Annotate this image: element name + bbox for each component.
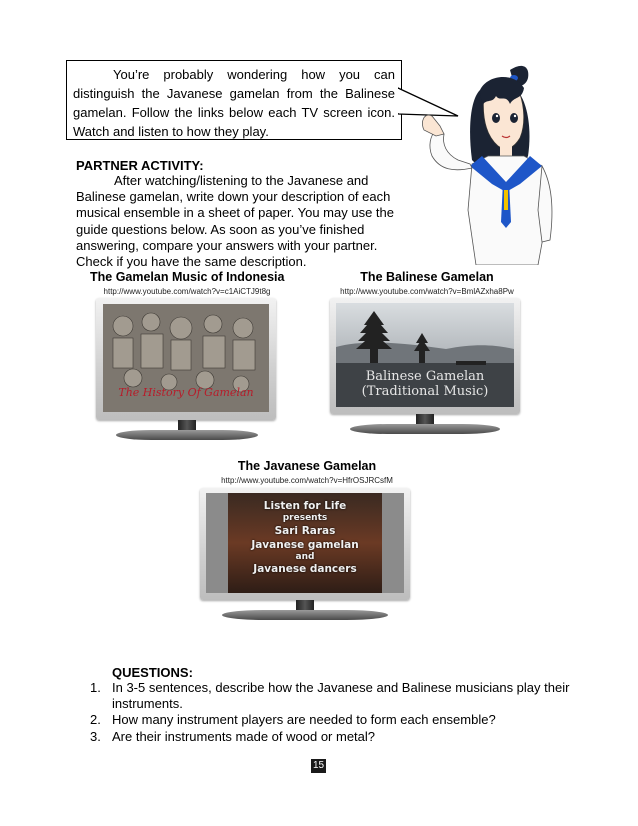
partner-activity-title: PARTNER ACTIVITY:	[76, 158, 204, 173]
video-thumbnail-text	[228, 499, 382, 576]
question-item	[90, 712, 570, 728]
question-number: 3.	[90, 728, 101, 744]
video-thumbnail-line: Listen for Life	[263, 500, 347, 512]
video-title-gamelan-indonesia: The Gamelan Music of Indonesia	[90, 270, 285, 284]
question-text: Are their instruments made of wood or metal?	[112, 728, 376, 744]
speech-bubble-text: You’re probably wondering how you can distinguish the Javanese gamelan from the Balinese gamelan. Follow the links below each TV screen icon. Watch and listen to how they play.	[73, 67, 395, 139]
video-thumbnail-balinese	[336, 303, 514, 407]
partner-activity-text: After watching/listening to the Javanese and Balinese gamelan, write down your description of each musical ensemble in a sheet of paper. You may use the guide questions below. As soon as you’ve finished answering, compare your answers with your partner. Check if you have the same description.	[76, 173, 394, 270]
video-thumbnail-line: Javanese gamelan	[251, 539, 359, 551]
video-url-javanese[interactable]: http://www.youtube.com/watch?v=HfrOSJRCsfM	[221, 476, 393, 485]
video-title-balinese: The Balinese Gamelan	[360, 270, 494, 284]
video-thumbnail-gamelan-history	[103, 304, 269, 412]
video-thumbnail-line: Javanese dancers	[253, 563, 357, 575]
cartoon-girl-illustration	[410, 60, 570, 265]
video-thumbnail-line: Sari Raras	[274, 525, 336, 537]
question-item	[90, 680, 570, 711]
video-url-balinese[interactable]: http://www.youtube.com/watch?v=BmlAZxha8Pw	[340, 287, 514, 296]
speech-bubble	[66, 60, 402, 140]
video-thumbnail-caption-line1: Balinese Gamelan	[365, 369, 485, 384]
page-number: 15	[312, 760, 325, 771]
video-thumbnail-caption: The History Of Gamelan	[118, 386, 254, 399]
question-text: In 3-5 sentences, describe how the Javanese and Balinese musicians play their instruments.	[112, 680, 570, 711]
question-item	[90, 729, 570, 745]
tv-screen-icon[interactable]	[96, 298, 278, 446]
questions-list	[90, 680, 570, 745]
tv-screen-icon[interactable]	[200, 488, 412, 624]
video-thumbnail-line: presents	[282, 513, 328, 523]
question-text: How many instrument players are needed to form each ensemble?	[112, 712, 496, 727]
tv-screen-icon[interactable]	[330, 298, 522, 440]
video-url-gamelan-indonesia[interactable]: http://www.youtube.com/watch?v=c1AiCTJ9t8g	[103, 287, 271, 296]
questions-title: QUESTIONS:	[112, 665, 193, 680]
video-thumbnail-caption-line2: (Traditional Music)	[361, 384, 489, 399]
video-thumbnail-javanese	[206, 493, 404, 593]
partner-activity-body	[76, 173, 406, 270]
question-number: 2.	[90, 712, 101, 727]
video-title-javanese: The Javanese Gamelan	[237, 459, 377, 473]
video-thumbnail-line: and	[295, 552, 315, 562]
question-number: 1.	[90, 680, 101, 695]
video-thumbnail-caption	[336, 369, 514, 399]
